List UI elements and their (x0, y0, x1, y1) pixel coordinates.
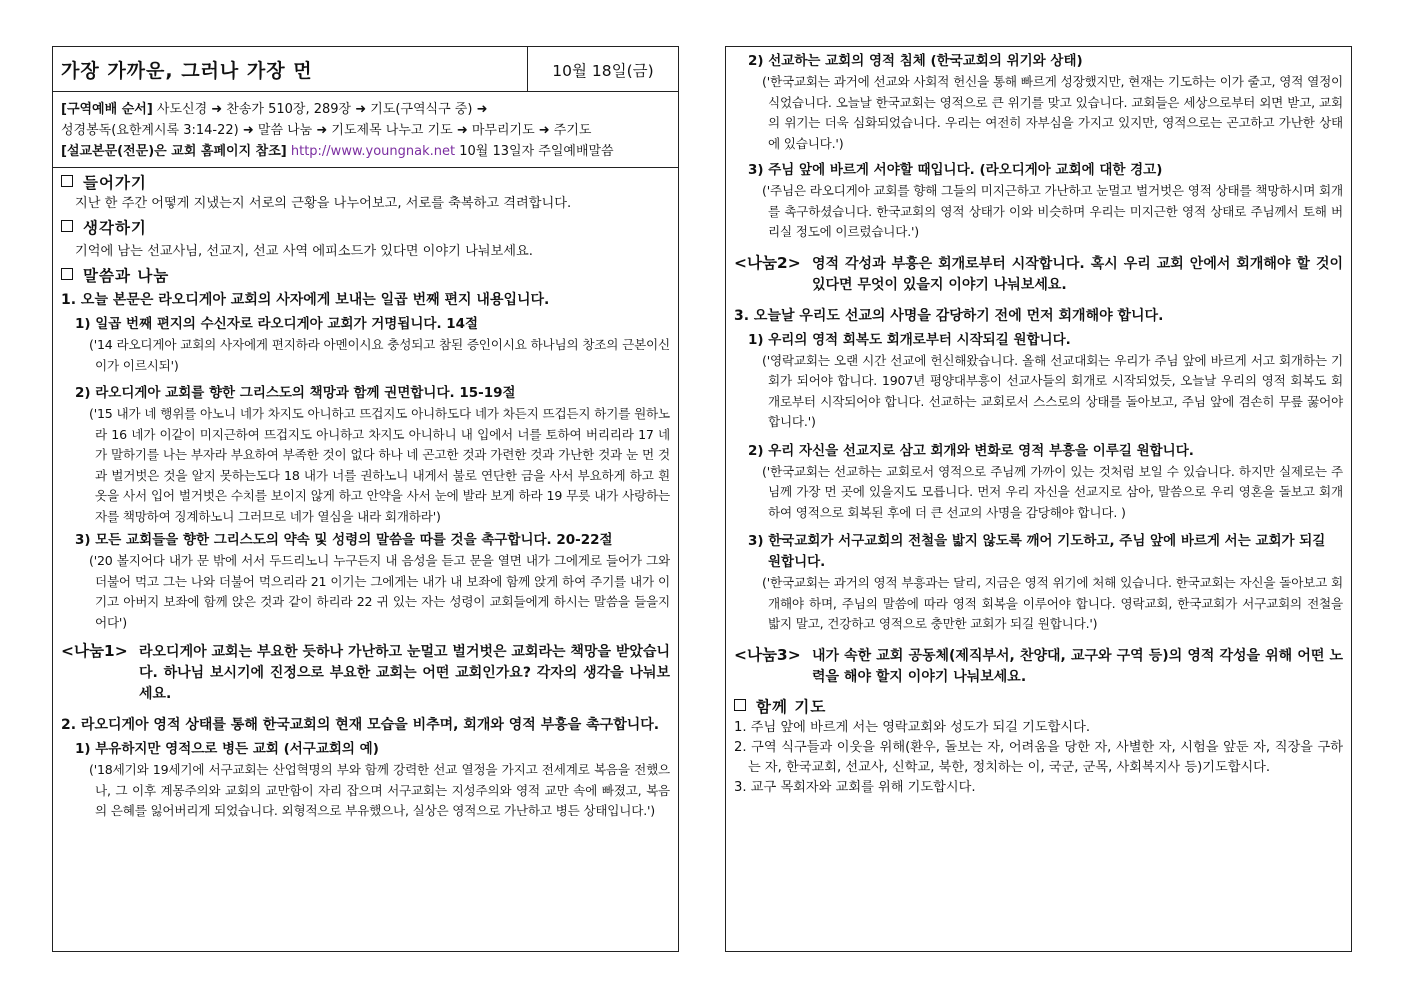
order-line-2: 성경봉독(요한계시록 3:14-22) ➜ 말씀 나눔 ➜ 기도제목 나누고 기도 ➜ 마무리기도 ➜ 주기도 (61, 123, 592, 138)
prayer-item-3: 3. 교구 목회자와 교회를 위해 기도합시다. (734, 779, 976, 795)
left-body (53, 172, 678, 822)
point-1: 1. 오늘 본문은 라오디게아 교회의 사자에게 보내는 일곱 번째 편지 내용입니다. (61, 292, 550, 308)
homepage-link[interactable]: http://www.youngnak.net (290, 144, 456, 159)
square-bullet-icon (61, 220, 73, 232)
share-3-text: 내가 속한 교회 공동체(제직부서, 찬양대, 교구와 구역 등)의 영적 각성을 위해 어떤 노력을 해야 할지 이야기 나눠보세요. (812, 647, 1343, 685)
page-title: 가장 가까운, 그러나 가장 먼 (53, 47, 528, 91)
point-2-sub-3: 3) 주님 앞에 바르게 서야할 때입니다. (라오디게아 교회에 대한 경고) (748, 162, 1163, 178)
share-2-text: 영적 각성과 부흥은 회개로부터 시작합니다. 혹시 우리 교회 안에서 회개해야 할 것이 있다면 무엇이 있을지 이야기 나눠보세요. (812, 255, 1343, 293)
order-steps: 사도신경 ➜ 찬송가 510장, 289장 ➜ 기도(구역식구 중) ➜ (152, 102, 488, 117)
right-column (725, 46, 1352, 952)
intro-text: 지난 한 주간 어떻게 지냈는지 서로의 근황을 나누어보고, 서로를 축복하고 격려합니다. (75, 196, 572, 211)
prayer-item-1: 1. 주님 앞에 바르게 서는 영락교회와 성도가 되길 기도합시다. (734, 719, 1091, 735)
point-3-sub-1: 1) 우리의 영적 회복도 회개로부터 시작되길 원합니다. (748, 331, 1071, 348)
left-column (52, 46, 679, 952)
square-bullet-icon (61, 175, 73, 187)
share-1 (61, 641, 670, 705)
point-1-sub-3: 3) 모든 교회들을 향한 그리스도의 약속 및 성령의 말씀을 따를 것을 촉구합니다. 20-22절 (75, 532, 613, 548)
title-bar (53, 47, 678, 92)
point-3: 3. 오늘날 우리도 선교의 사명을 감당하기 전에 먼저 회개해야 합니다. (734, 307, 1164, 324)
point-1-sub-1: 1) 일곱 번째 편지의 수신자로 라오디게아 교회가 거명됩니다. 14절 (75, 316, 479, 332)
point-3-sub-3: 3) 한국교회가 서구교회의 전철을 밟지 않도록 깨어 기도하고, 주님 앞에 바르게 서는 교회가 되길 원합니다. (748, 533, 1326, 570)
right-body (726, 47, 1351, 798)
share-3-tag: <나눔3> (734, 645, 801, 664)
sermon-label: [설교본문(전문)은 교회 홈페이지 참조] (61, 144, 287, 159)
share-1-tag: <나눔1> (61, 642, 128, 660)
point-1-sub-2: 2) 라오디게아 교회를 향한 그리스도의 책망과 함께 권면합니다. 15-19절 (75, 385, 516, 401)
point-2-sub-2: 2) 선교하는 교회의 영적 침체 (한국교회의 위기와 상태) (748, 53, 1083, 69)
worship-info (53, 92, 678, 168)
section-intro-heading (61, 172, 670, 194)
section-intro-label: 들어가기 (83, 174, 147, 192)
think-text: 기억에 남는 선교사님, 선교지, 선교 사역 에피소드가 있다면 이야기 나눠보세요. (75, 244, 533, 259)
share-3 (734, 645, 1343, 688)
point-3-sub-2: 2) 우리 자신을 선교지로 삼고 회개와 변화로 영적 부흥을 이루길 원합니다. (748, 442, 1194, 459)
section-prayer-heading (734, 696, 1343, 718)
point-1-quote-2: ('15 내가 네 행위를 아노니 네가 차지도 아니하고 뜨겁지도 아니하도다 네가 차든지 뜨겁든지 하기를 원하노라 16 네가 이같이 미지근하여 뜨겁지도 아니하고 차지도 아니하니 내 입에서 너를 토하여 버리리라 17 네가 말하기를 나는 부자라 부요하여 부족한 것이 없다 하나 네 곤고한 것과 가련한 것과 가난한 것과 눈 먼 것과 벌거벗은 것을 알지 못하는도다 18 내가 너를 권하노니 내게서 불로 연단한 금을 사서 부요하게 하고 흰 옷을 사서 입어 벌거벗은 수치를 보이지 않게 하고 안약을 사서 눈에 발라 보게 하라 19 무릇 내가 사랑하는 자를 책망하여 징계하노니 그러므로 네가 열심을 내라 회개하라') (89, 406, 670, 524)
order-line-1 (61, 99, 670, 120)
point-2-sub-1: 1) 부유하지만 영적으로 병든 교회 (서구교회의 예) (75, 741, 379, 757)
share-2 (734, 253, 1343, 296)
prayer-item-2: 2. 구역 식구들과 이웃을 위해(환우, 돌보는 자, 어려움을 당한 자, 사별한 자, 시험을 앞둔 자, 직장을 구하는 자, 한국교회, 선교사, 신학교, 북한, 정치하는 이, 국군, 군목, 사회복지사 등)기도합시다. (734, 739, 1343, 775)
share-1-text: 라오디게아 교회는 부요한 듯하나 가난하고 눈멀고 벌거벗은 교회라는 책망을 받았습니다. 하나님 보시기에 진정으로 부요한 교회는 어떤 교회인가요? 각자의 생각을 나눠보세요. (139, 644, 670, 702)
section-think-label: 생각하기 (83, 219, 147, 237)
section-word-heading (61, 265, 670, 287)
point-1-quote-1: ('14 라오디게아 교회의 사자에게 편지하라 아멘이시요 충성되고 참된 증인이시요 하나님의 창조의 근본이신 이가 이르시되') (89, 337, 670, 373)
page-date: 10월 18일(금) (552, 62, 654, 80)
share-2-tag: <나눔2> (734, 253, 801, 272)
square-bullet-icon (61, 268, 73, 280)
sermon-line (61, 141, 670, 162)
section-think-heading (61, 217, 670, 239)
square-bullet-icon (734, 699, 746, 711)
sermon-date: 10월 13일자 주일예배말씀 (455, 144, 614, 159)
section-prayer-label: 함께 기도 (756, 697, 827, 716)
point-2-quote-1: ('18세기와 19세기에 서구교회는 산업혁명의 부와 함께 강력한 선교 열정을 가지고 전세계로 복음을 전했으나, 그 이후 계몽주의와 교회의 교만함이 자리 잡으며 서구교회는 지성주의와 영적 교만 속에 빠졌고, 복음의 은혜를 잃어버리게 되었습니다. 외형적으로 부유했으나, 실상은 영적으로 가난하고 병든 상태입니다.') (89, 762, 670, 818)
point-2: 2. 라오디게아 영적 상태를 통해 한국교회의 현재 모습을 비추며, 회개와 영적 부흥을 촉구합니다. (61, 717, 660, 733)
point-3-quote-1: ('영락교회는 오랜 시간 선교에 헌신해왔습니다. 올해 선교대회는 우리가 주님 앞에 바르게 서고 회개하는 기회가 되어야 합니다. 1907년 평양대부흥이 선교사들의 회개로 시작되었듯, 오늘날 우리의 영적 회복도 회개로부터 시작되어야 합니다. 선교하는 교회로서 스스로의 상태를 돌아보고, 주님 앞에 겸손히 무릎 꿇어야 합니다.') (762, 352, 1343, 429)
point-3-quote-3: ('한국교회는 과거의 영적 부흥과는 달리, 지금은 영적 위기에 처해 있습니다. 한국교회는 자신을 돌아보고 회개해야 하며, 주님의 말씀에 따라 영적 회복을 이루어야 합니다. 영락교회, 한국교회가 서구교회의 전철을 밟지 말고, 건강하고 영적으로 충만한 교회가 되길 원합니다.') (762, 575, 1343, 631)
order-label: [구역예배 순서] (61, 102, 153, 117)
point-3-quote-2: ('한국교회는 선교하는 교회로서 영적으로 주님께 가까이 있는 것처럼 보일 수 있습니다. 하지만 실제로는 주님께 가장 먼 곳에 있을지도 모릅니다. 먼저 우리 자신을 선교지로 삼아, 말씀으로 우리 영혼을 돌보고 회개하여 영적으로 회복된 후에 더 큰 선교의 사명을 감당해야 합니다. ) (762, 463, 1343, 520)
section-word-label: 말씀과 나눔 (83, 267, 170, 285)
point-2-quote-2: ('한국교회는 과거에 선교와 사회적 헌신을 통해 빠르게 성장했지만, 현재는 기도하는 이가 줄고, 영적 열정이 식었습니다. 오늘날 한국교회는 영적으로 큰 위기를 맞고 있습니다. 교회들은 세상으로부터 외면 받고, 교회의 위기는 더욱 심화되었습니다. 우리는 여전히 자부심을 가지고 있지만, 영적으로는 곤고하고 가난한 상태에 있습니다.') (762, 74, 1343, 151)
point-2-quote-3: ('주님은 라오디게아 교회를 향해 그들의 미지근하고 가난하고 눈멀고 벌거벗은 영적 상태를 책망하시며 회개를 촉구하셨습니다. 한국교회의 영적 상태가 이와 비슷하며 우리는 미지근한 영적 상태로 주님께서 토해 버리실 정도에 이르렀습니다.') (762, 183, 1343, 239)
point-1-quote-3: ('20 볼지어다 내가 문 밖에 서서 두드리노니 누구든지 내 음성을 듣고 문을 열면 내가 그에게로 들어가 그와 더불어 먹고 그는 나와 더불어 먹으리라 21 이기는 그에게는 내가 내 보좌에 함께 앉게 하여 주기를 내가 이기고 아버지 보좌에 함께 앉은 것과 같이 하리라 22 귀 있는 자는 성령이 교회들에게 하시는 말씀을 들을지어다') (89, 553, 670, 630)
